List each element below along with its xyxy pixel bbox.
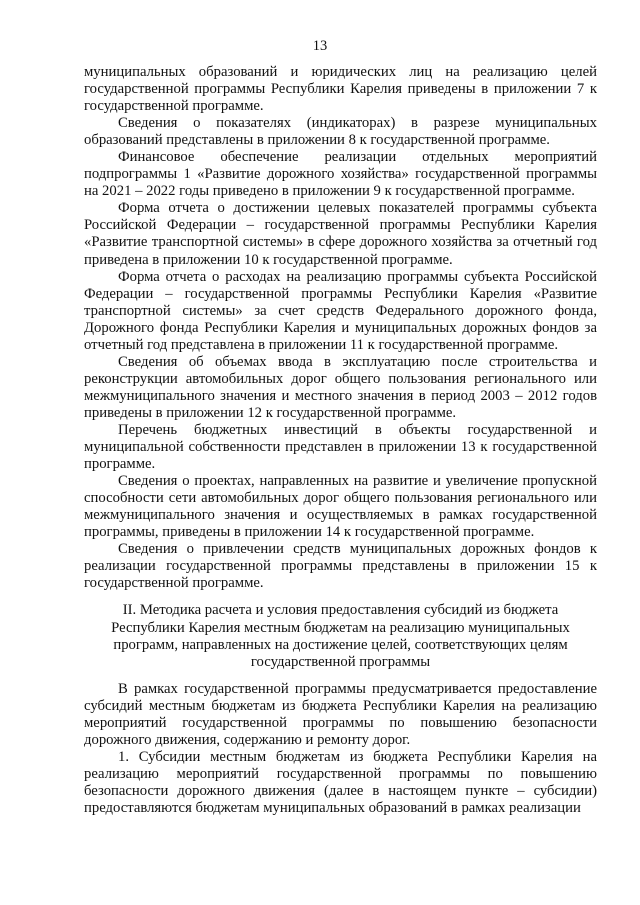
paragraph-investments: Перечень бюджетных инвестиций в объекты государственной и муниципальной собственности представлен в приложении 13 к государственной программе. [84,421,597,473]
paragraph-subsidies-intro: В рамках государственной программы предусматривается предоставление субсидий местным бюджетам из бюджета Республики Карелия на реализацию мероприятий государственной программы по повышению безопасности дорожного движения, содержанию и ремонту дорог. [84,680,597,748]
document-body [84,64,597,817]
paragraph-subsidies-item-1: 1. Субсидии местным бюджетам из бюджета Республики Карелия на реализацию мероприятий государственной программы по повышению безопасности дорожного движения (далее в настоящем пункте – субсидии) предоставляются бюджетам муниципальных образований в рамках реализации [84,748,597,816]
paragraph-financing: Финансовое обеспечение реализации отдельных мероприятий подпрограммы 1 «Развитие дорожного хозяйства» государственной программы на 2021 – 2022 годы приведено в приложении 9 к государственной программе. [84,149,597,200]
paragraph-commissioning: Сведения об объемах ввода в эксплуатацию после строительства и реконструкции автомобильных дорог общего пользования регионального или межмуниципального значения и местного значения в период 2003 – 2012 годов приведены в приложении 12 к государственной программе. [84,353,597,421]
paragraph-target-report: Форма отчета о достижении целевых показателей программы субъекта Российской Федерации – государственной программы Республики Карелия «Развитие транспортной системы» в сфере дорожного хозяйства за отчетный год приведена в приложении 10 к государственной программе. [84,200,597,268]
paragraph-continuation: муниципальных образований и юридических лиц на реализацию целей государственной программы Республики Карелия приведены в приложении 7 к государственной программе. [84,64,597,115]
section-heading: II. Методика расчета и условия предоставления субсидий из бюджета Республики Карелия местным бюджетам на реализацию муниципальных программ, направленных на достижение целей, соответствующих целям государственной программы [111,602,570,670]
paragraph-road-funds: Сведения о привлечении средств муниципальных дорожных фондов к реализации государственной программы представлены в приложении 15 к государственной программе. [84,541,597,592]
paragraph-indicators: Сведения о показателях (индикаторах) в разрезе муниципальных образований представлены в приложении 8 к государственной программе. [84,115,597,149]
page-number: 13 [312,38,328,54]
paragraph-expense-report: Форма отчета о расходах на реализацию программы субъекта Российской Федерации – государственной программы Республики Карелия «Развитие транспортной системы» за счет средств Федерального дорожного фонда, Дорожного фонда Республики Карелия и муниципальных дорожных фондов за отчетный год представлена в приложении 11 к государственной программе. [84,268,597,353]
paragraph-projects: Сведения о проектах, направленных на развитие и увеличение пропускной способности сети автомобильных дорог общего пользования регионального или межмуниципального значения и осуществляемых в рамках государственной программы, приведены в приложении 14 к государственной программе. [84,473,597,541]
